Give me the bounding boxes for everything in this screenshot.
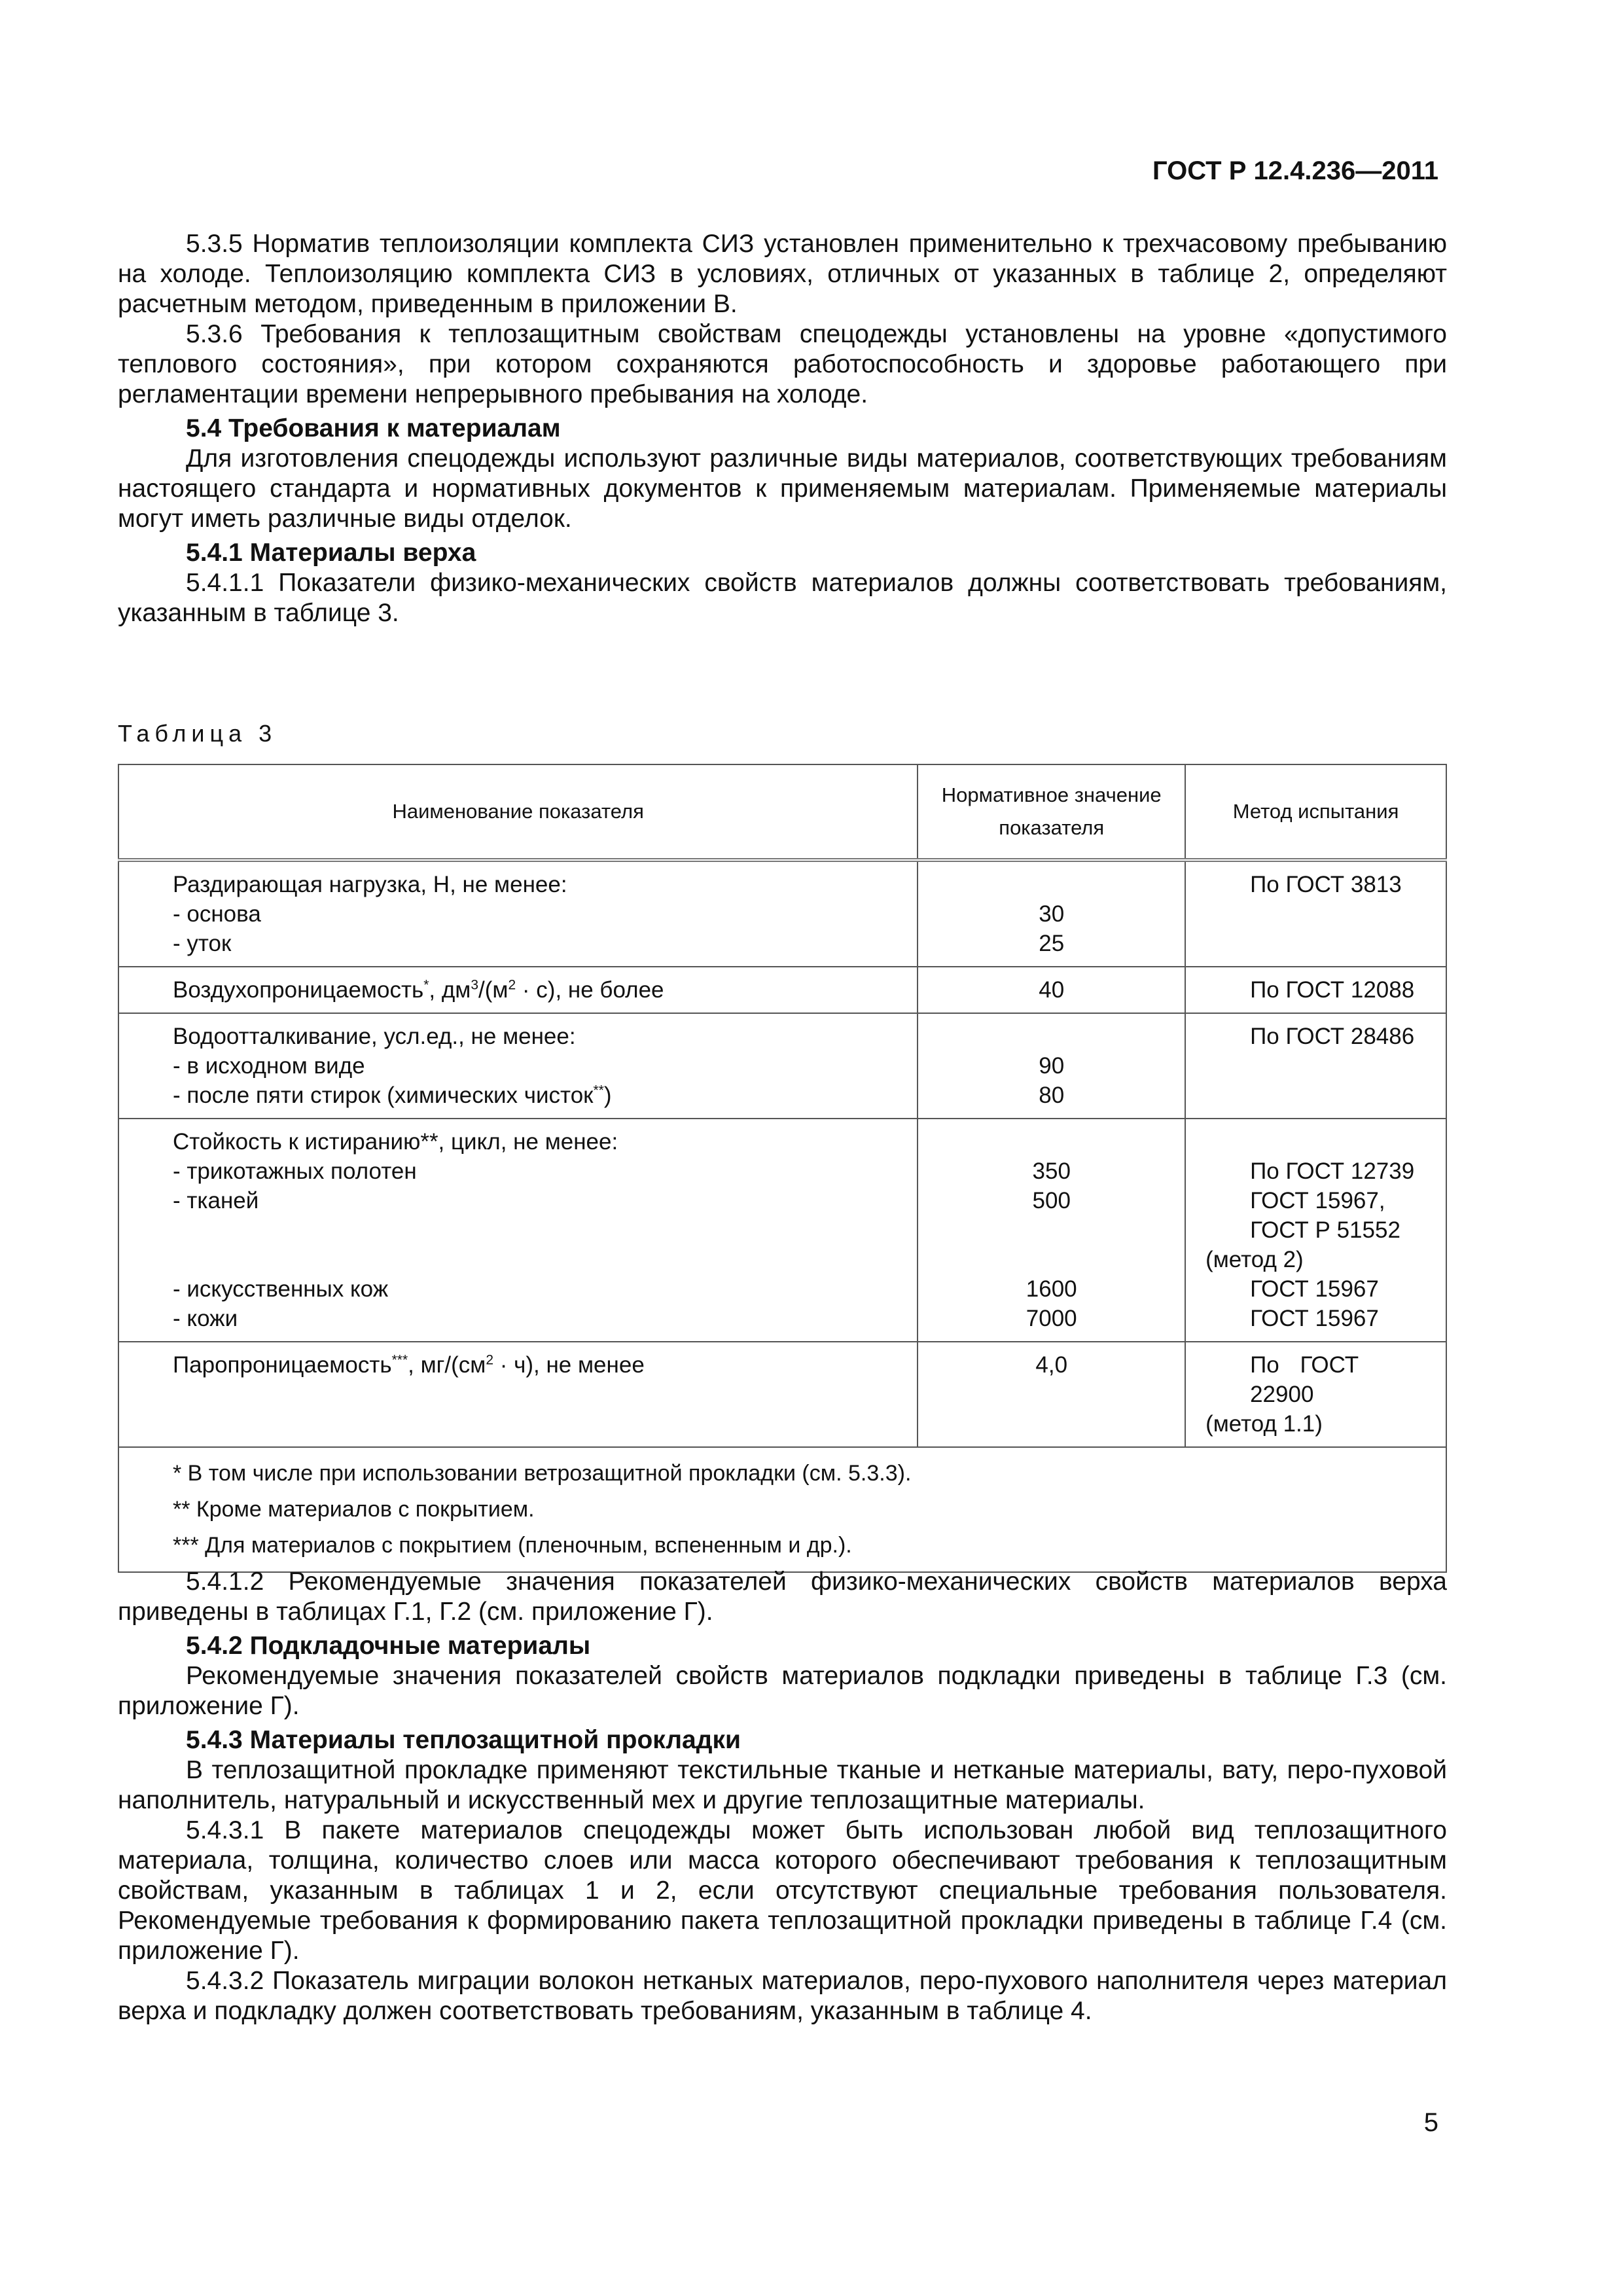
cell-value: 90 80 [918, 1013, 1185, 1119]
paragraph-5-4-3-2: 5.4.3.2 Показатель миграции волокон нетканых материалов, перо-пухового наполнителя через материал верха и подкладку должен соответствовать требованиям, указанным в таблице 4. [118, 1967, 1447, 2025]
paragraph-5-4-3-1: 5.4.3.1 В пакете материалов спецодежды может быть использован любой вид теплозащитного материала, толщина, количество слоев или масса которого обеспечивают требования к теплозащитным свойствам, указанным в таблицах 1 и 2, если отсутствуют специальные требования пользователя. Рекомендуемые требования к формированию пакета теплозащитной прокладки приведены в таблице Г.4 (см. приложение Г). [118, 1816, 1447, 1965]
page-number: 5 [1423, 2108, 1438, 2137]
cell-value: 30 25 [918, 860, 1185, 967]
cell-value: 350 500 1600 7000 [918, 1119, 1185, 1342]
paragraph-5-3-6: 5.3.6 Требования к теплозащитным свойствам спецодежды установлены на уровне «допустимого теплового состояния», при котором сохраняются работоспособность и здоровье работающего при регламентации времени непрерывного пребывания на холоде. [118, 320, 1447, 408]
cell-name: Раздирающая нагрузка, Н, не менее: - основа - уток [118, 860, 918, 967]
table-header-row [118, 764, 1446, 860]
section-heading-5-4-1: 5.4.1 Материалы верха [186, 539, 476, 567]
top-text-block [118, 229, 1447, 628]
table-caption: Таблица 3 [118, 720, 277, 747]
paragraph-5-3-5: 5.3.5 Норматив теплоизоляции комплекта СИЗ установлен применительно к трехчасовому пребыванию на холоде. Теплоизоляцию комплекта СИЗ в условиях, отличных от указанных в таблице 2, определяют расчетным методом, приведенным в приложении В. [118, 230, 1447, 318]
cell-value: 40 [918, 967, 1185, 1013]
header-value: Нормативное значение показателя [918, 764, 1185, 860]
cell-name: Воздухопроницаемость*, $дм^3/(м^2 \cdot с)$, не более [118, 967, 918, 1013]
requirements-table [118, 764, 1447, 1573]
table-row [118, 1342, 1446, 1447]
paragraph-5-4-intro: Для изготовления спецодежды используют различные виды материалов, соответствующих требованиям настоящего стандарта и нормативных документов к применяемым материалам. Применяемые материалы могут иметь различные виды отделок. [118, 444, 1447, 533]
table-row [118, 1119, 1446, 1342]
cell-method: По ГОСТ 3813 [1185, 860, 1446, 967]
document-header-id: ГОСТ Р 12.4.236—2011 [1152, 156, 1438, 185]
section-heading-5-4-3: 5.4.3 Материалы теплозащитной прокладки [186, 1726, 741, 1754]
table-row [118, 967, 1446, 1013]
table-footnotes [118, 1447, 1446, 1572]
paragraph-5-4-1-1: 5.4.1.1 Показатели физико-механических свойств материалов должны соответствовать требованиям, указанным в таблице 3. [118, 569, 1447, 627]
table-row [118, 860, 1446, 967]
cell-method: По ГОСТ 28486 [1185, 1013, 1446, 1119]
header-method: Метод испытания [1185, 764, 1446, 860]
cell-method: По ГОСТ 12088 [1185, 967, 1446, 1013]
paragraph-5-4-3: В теплозащитной прокладке применяют текстильные тканые и нетканые материалы, вату, перо-пуховой наполнитель, натуральный и искусственный мех и другие теплозащитные материалы. [118, 1756, 1447, 1814]
bottom-text-block [118, 1567, 1447, 2026]
section-heading-5-4: 5.4 Требования к материалам [186, 414, 561, 442]
footnote-1: * В том числе при использовании ветрозащитной прокладки (см. 5.3.3). [173, 1461, 912, 1486]
cell-value: 4,0 [918, 1342, 1185, 1447]
cell-method: По ГОСТ 12739 ГОСТ 15967, ГОСТ Р 51552 (метод 2) ГОСТ 15967 ГОСТ 15967 [1185, 1119, 1446, 1342]
cell-name: Водоотталкивание, усл.ед., не менее: - в исходном виде - после пяти стирок (химических чисток**) [118, 1013, 918, 1119]
section-heading-5-4-2: 5.4.2 Подкладочные материалы [186, 1632, 591, 1660]
cell-method: По ГОСТ 22900 (метод 1.1) [1185, 1342, 1446, 1447]
cell-name: Стойкость к истиранию**, цикл, не менее: - трикотажных полотен - тканей - искусственных кож - кожи [118, 1119, 918, 1342]
footnote-3: *** Для материалов с покрытием (пленочным, вспененным и др.). [173, 1533, 852, 1558]
cell-name: Паропроницаемость***, $мг/(см^2 \cdot ч)$, не менее [118, 1342, 918, 1447]
footnote-2: ** Кроме материалов с покрытием. [173, 1497, 535, 1522]
paragraph-5-4-1-2: 5.4.1.2 Рекомендуемые значения показателей физико-механических свойств материалов верха приведены в таблицах Г.1, Г.2 (см. приложение Г). [118, 1568, 1447, 1626]
table-footnotes-row [118, 1447, 1446, 1572]
paragraph-5-4-2: Рекомендуемые значения показателей свойств материалов подкладки приведены в таблице Г.3 (см. приложение Г). [118, 1662, 1447, 1720]
header-name: Наименование показателя [118, 764, 918, 860]
table-row [118, 1013, 1446, 1119]
